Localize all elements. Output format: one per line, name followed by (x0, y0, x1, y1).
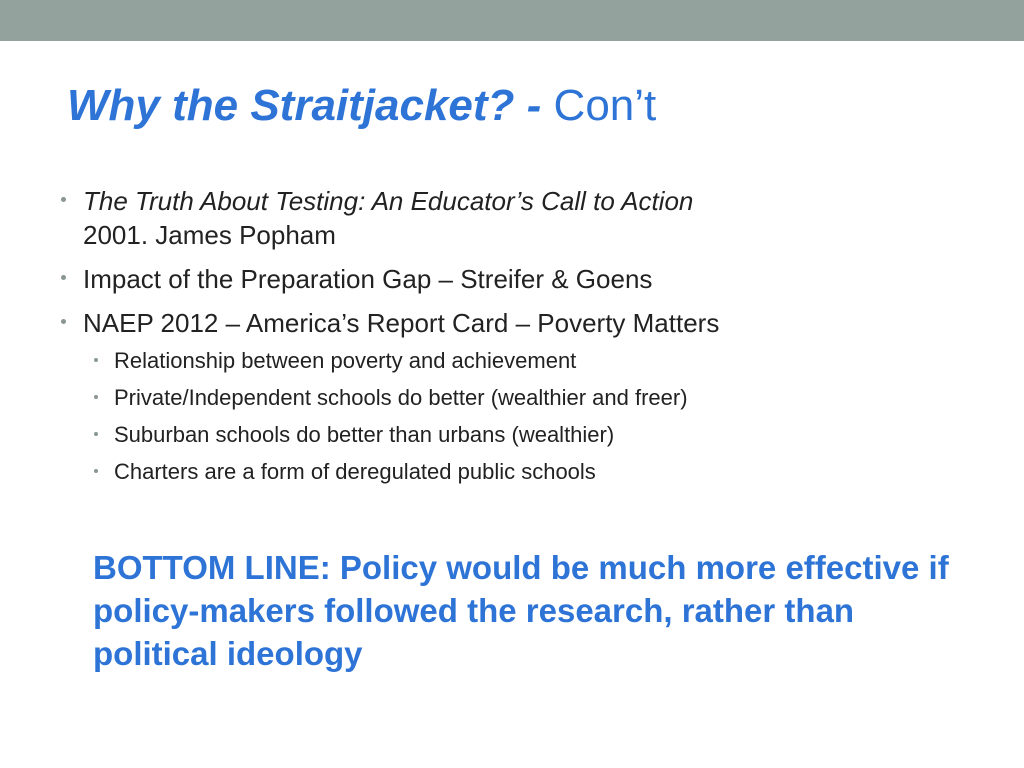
bullet-dot-icon (61, 319, 66, 324)
subbullet-dot-icon (94, 469, 98, 473)
bullet-item (58, 262, 958, 296)
bullet-book-title: The Truth About Testing: An Educator’s Call to Action (83, 186, 694, 216)
bottom-line-statement: BOTTOM LINE: Policy would be much more effective if policy-makers followed the research, rather than political ideology (93, 549, 949, 672)
bullet-item (58, 184, 958, 252)
subbullet-dot-icon (94, 432, 98, 436)
bullet-dot-icon (61, 275, 66, 280)
subbullet-text: Relationship between poverty and achievement (114, 348, 577, 373)
bullet-text: NAEP 2012 – America’s Report Card – Poverty Matters (83, 308, 720, 338)
bullet-book-detail: 2001. James Popham (83, 220, 336, 250)
subbullet-item (92, 346, 958, 375)
subbullet-dot-icon (94, 395, 98, 399)
subbullet-dot-icon (94, 358, 98, 362)
subbullet-item (92, 457, 958, 486)
bullet-text: Impact of the Preparation Gap – Streifer & Goens (83, 264, 653, 294)
bullet-list (58, 184, 958, 494)
title-suffix: Con’t (553, 81, 657, 130)
slide-title (67, 82, 656, 130)
bullet-dot-icon (61, 197, 66, 202)
bullet-item (58, 306, 958, 340)
subbullet-item (92, 383, 958, 412)
subbullet-text: Suburban schools do better than urbans (wealthier) (114, 422, 615, 447)
subbullet-item (92, 420, 958, 449)
top-header-bar (0, 0, 1024, 41)
subbullet-list (58, 346, 958, 486)
subbullet-text: Private/Independent schools do better (wealthier and freer) (114, 385, 688, 410)
subbullet-text: Charters are a form of deregulated public schools (114, 459, 596, 484)
title-main: Why the Straitjacket? - (67, 81, 554, 130)
